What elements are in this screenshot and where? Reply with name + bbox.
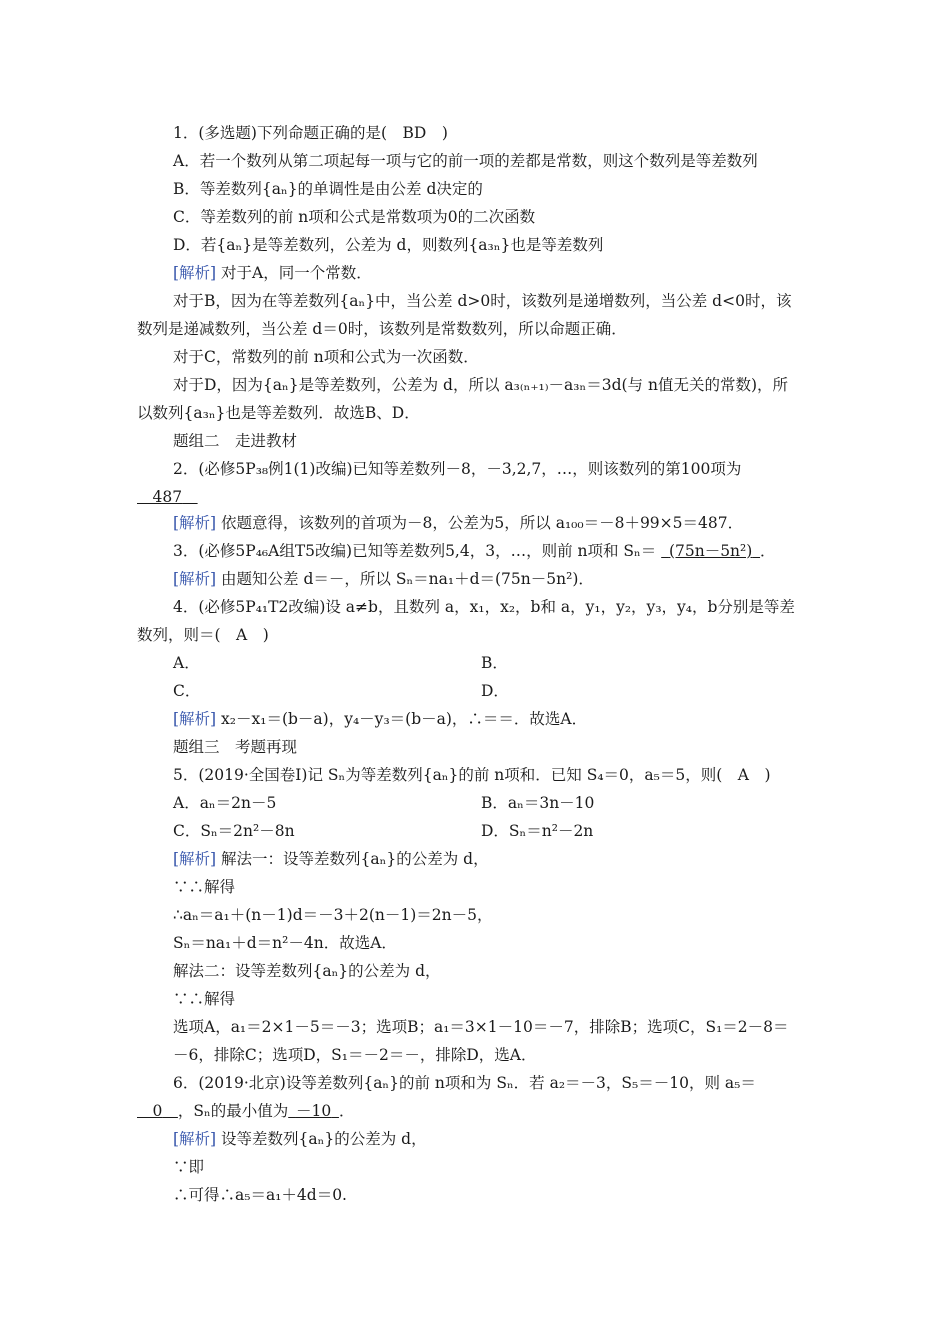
q1-option-c: C．等差数列的前 n项和公式是常数项为0的二次函数 [173, 208, 536, 226]
q1-analysis-line4: 对于C，常数列的前 n项和公式为一次函数． [173, 348, 479, 366]
q5-option-d: D．Sₙ＝n²－2n [481, 822, 594, 840]
q5-analysis-line3: ∴aₙ＝a₁＋(n－1)d＝－3＋2(n－1)＝2n－5， [173, 906, 493, 924]
q4-stem: 4．(必修5P₄₁T2改编)设 a≠b，且数列 a，x₁，x₂，b和 a，y₁，y₂，y₃，y₄，b分别是等差 [173, 598, 795, 616]
q6-analysis-line2: ∵即 [173, 1158, 205, 1176]
q4-option-c: C． [173, 682, 201, 700]
q5-analysis-line5: 解法二：设等差数列{aₙ}的公差为 d， [173, 962, 441, 980]
q2-answer-line [137, 487, 198, 507]
analysis-tag: [解析] [173, 850, 217, 868]
q5-option-c: C．Sₙ＝2n²－8n [173, 822, 295, 840]
q2-stem: 2．(必修5P₃₈例1(1)改编)已知等差数列－8，－3,2,7，…，则该数列的第100项为 [173, 460, 742, 478]
q6-stem: 6．(2019·北京)设等差数列{aₙ}的前 n项和为 Sₙ．若 a₂＝－3，S₅＝－10，则 a₅＝ [173, 1074, 756, 1092]
q5-analysis-line8: －6，排除C；选项D，S₁＝－2＝－，排除D，选A． [173, 1046, 537, 1064]
q3-stem: 3．(必修5P₄₆A组T5改编)已知等差数列5,4，3，…，则前 n项和 Sₙ＝ [173, 542, 657, 560]
q1-analysis-line6: 以数列{a₃ₙ}也是等差数列．故选B、D． [137, 404, 420, 422]
analysis-text: x₂－x₁＝(b－a)，y₄－y₃＝(b－a)，∴＝＝．故选A． [221, 710, 588, 728]
q4-option-a: A． [173, 654, 200, 672]
q5-analysis-line6: ∵∴解得 [173, 990, 236, 1008]
analysis-text: 对于A，同一个常数． [221, 264, 372, 282]
q1-option-a: A．若一个数列从第二项起每一项与它的前一项的差都是常数，则这个数列是等差数列 [173, 152, 758, 170]
q3-stem-line: 3．(必修5P₄₆A组T5改编)已知等差数列5,4，3，…，则前 n项和 Sₙ＝ (75n－5n²) ． [173, 542, 776, 560]
q4-stem2: 数列，则＝( A ) [137, 626, 269, 644]
q5-analysis-line2: ∵∴解得 [173, 878, 236, 896]
q5-stem: 5．(2019·全国卷Ⅰ)记 Sₙ为等差数列{aₙ}的前 n项和．已知 S₄＝0，a₅＝5，则( A ) [173, 766, 771, 784]
q4-option-d: D． [481, 682, 509, 700]
analysis-tag: [解析] [173, 570, 217, 588]
q6-answer1: 0 [152, 1102, 163, 1120]
q6-answer-line [137, 1101, 354, 1121]
q1-analysis-line3: 数列是递减数列，当公差 d＝0时，该数列是常数数列，所以命题正确． [137, 320, 627, 338]
analysis-text: 由题知公差 d＝－，所以 Sₙ＝na₁＋d＝(75n－5n²)． [221, 570, 594, 588]
q4-option-b: B． [481, 654, 508, 672]
q5-analysis-line4: Sₙ＝na₁＋d＝n²－4n．故选A． [173, 934, 397, 952]
q1-analysis-line5: 对于D，因为{aₙ}是等差数列，公差为 d，所以 a₃₍ₙ₊₁₎－a₃ₙ＝3d(与 n值无关的常数)，所 [173, 376, 788, 394]
q6-end: ． [338, 1102, 355, 1120]
q1-analysis-line1 [173, 263, 372, 283]
analysis-tag: [解析] [173, 1130, 217, 1148]
analysis-tag: [解析] [173, 710, 217, 728]
analysis-text: 设等差数列{aₙ}的公差为 d， [221, 1130, 427, 1148]
q1-analysis-line2: 对于B，因为在等差数列{aₙ}中，当公差 d>0时，该数列是递增数列，当公差 d<0时，该 [173, 292, 792, 310]
section-heading-group2: 题组二 走进教材 [173, 432, 298, 450]
q3-analysis [173, 569, 594, 589]
q1-option-d: D．若{aₙ}是等差数列，公差为 d，则数列{a₃ₙ}也是等差数列 [173, 236, 604, 254]
q2-answer: 487 [152, 488, 183, 506]
q6-mid: ，Sₙ的最小值为 [177, 1102, 289, 1120]
analysis-tag: [解析] [173, 514, 217, 532]
analysis-tag: [解析] [173, 264, 217, 282]
analysis-text: 解法一：设等差数列{aₙ}的公差为 d， [221, 850, 489, 868]
q2-analysis [173, 513, 743, 533]
q4-analysis [173, 709, 587, 729]
q1-stem: 1．(多选题)下列命题正确的是( BD ) [173, 124, 448, 142]
q1-option-b: B．等差数列{aₙ}的单调性是由公差 d决定的 [173, 180, 483, 198]
q6-analysis-line1 [173, 1129, 427, 1149]
section-heading-group3: 题组三 考题再现 [173, 738, 298, 756]
q3-answer: (75n－5n²) [668, 542, 753, 560]
q6-answer2: －10 [295, 1102, 332, 1120]
q5-analysis-line7: 选项A，a₁＝2×1－5＝－3；选项B；a₁＝3×1－10＝－7，排除B；选项C，S₁＝2－8＝ [173, 1018, 789, 1036]
analysis-text: 依题意得，该数列的首项为－8，公差为5，所以 a₁₀₀＝－8＋99×5＝487． [221, 514, 744, 532]
q5-analysis-line1 [173, 849, 489, 869]
q5-option-a: A．aₙ＝2n－5 [173, 794, 277, 812]
q6-analysis-line3: ∴可得∴a₅＝a₁＋4d＝0. [173, 1186, 347, 1204]
q5-option-b: B．aₙ＝3n－10 [481, 794, 595, 812]
